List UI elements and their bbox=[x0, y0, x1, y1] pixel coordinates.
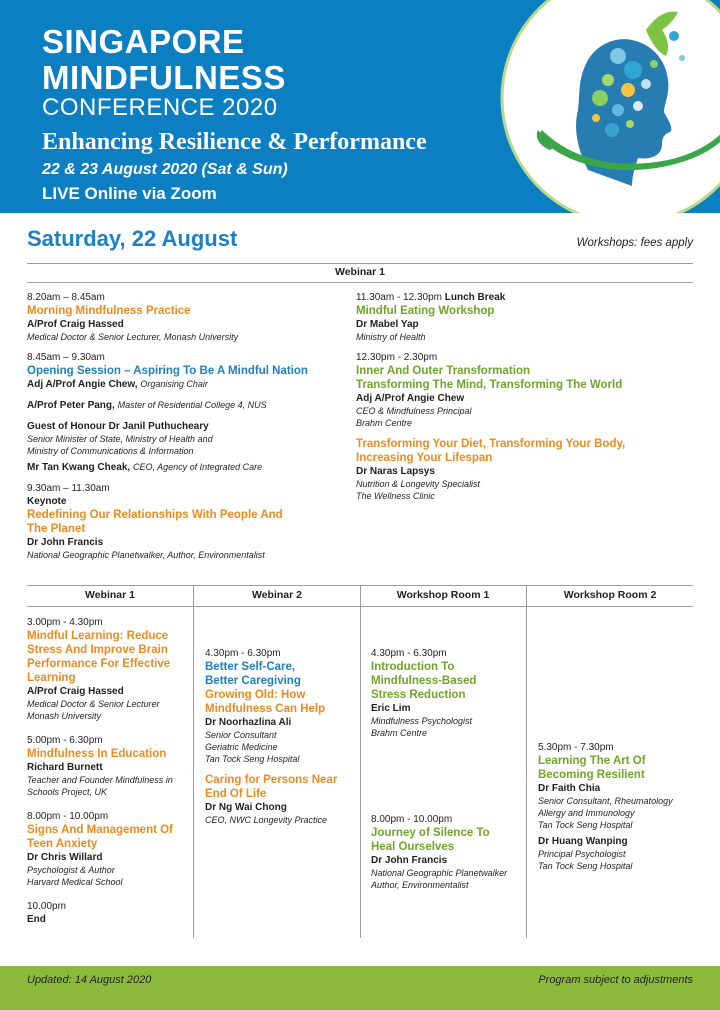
speaker-affiliation: Author, Environmentalist bbox=[371, 880, 469, 890]
speaker-name: Mr Tan Kwang Cheak, CEO, Agency of Integrated Care bbox=[27, 462, 263, 473]
day-title: Saturday, 22 August bbox=[27, 226, 238, 251]
session-title: Mindful Eating Workshop bbox=[356, 305, 495, 317]
session-title: The Planet bbox=[27, 523, 86, 535]
session-time: 4.30pm - 6.30pm bbox=[371, 648, 447, 659]
session-title: Better Self-Care, bbox=[205, 661, 296, 673]
speaker-name: A/Prof Peter Pang, Master of Residential College 4, NUS bbox=[27, 400, 267, 411]
session-title: Signs And Management Of bbox=[27, 824, 173, 836]
session-title: Caring for Persons Near bbox=[205, 774, 338, 786]
session-time: 5.30pm - 7.30pm bbox=[538, 742, 614, 753]
speaker-affiliation: Allergy and Immunology bbox=[538, 808, 635, 818]
speaker-name: A/Prof Craig Hassed bbox=[27, 319, 124, 330]
adjustments-note: Program subject to adjustments bbox=[538, 974, 693, 986]
speaker-affiliation: Tan Tock Seng Hospital bbox=[205, 754, 300, 764]
session-time: 8.20am – 8.45am bbox=[27, 292, 105, 303]
speaker-affiliation: Senior Consultant bbox=[205, 730, 277, 740]
session-title: Better Caregiving bbox=[205, 675, 301, 687]
session-time: 11.30am - 12.30pm Lunch Break bbox=[356, 292, 506, 303]
speaker-name: Eric Lim bbox=[371, 703, 411, 714]
header-banner bbox=[0, 0, 720, 213]
conference-logo bbox=[468, 0, 720, 213]
speaker-name: Dr John Francis bbox=[27, 537, 104, 548]
session-title: Learning The Art Of bbox=[538, 755, 646, 767]
column-header: Workshop Room 2 bbox=[563, 589, 657, 601]
speaker-name: Dr Huang Wanping bbox=[538, 836, 628, 847]
session-title: Mindful Learning: Reduce bbox=[27, 630, 169, 642]
session-time: 3.00pm - 4.30pm bbox=[27, 617, 103, 628]
session-time: 12.30pm - 2.30pm bbox=[356, 352, 438, 363]
conference-subtitle: Enhancing Resilience & Performance bbox=[42, 129, 427, 155]
divider bbox=[27, 263, 693, 264]
session-label: End bbox=[27, 914, 46, 925]
title-line-3: CONFERENCE 2020 bbox=[42, 94, 278, 121]
column-header: Workshop Room 1 bbox=[396, 589, 490, 601]
conference-dates: 22 & 23 August 2020 (Sat & Sun) bbox=[42, 161, 288, 178]
column-header: Webinar 1 bbox=[85, 589, 135, 601]
speaker-affiliation: Schools Project, UK bbox=[27, 787, 108, 797]
session-time: 8.00pm - 10.00pm bbox=[371, 814, 453, 825]
speaker-name: Dr John Francis bbox=[371, 855, 448, 866]
speaker-name: Adj A/Prof Angie Chew bbox=[356, 393, 465, 404]
workshop-room-1-evening bbox=[371, 813, 523, 891]
webinar-1-column bbox=[27, 616, 189, 926]
divider bbox=[27, 282, 693, 283]
fees-note: Workshops: fees apply bbox=[576, 237, 693, 249]
session-title: Opening Session – Aspiring To Be A Mindful Nation bbox=[27, 365, 308, 377]
speaker-name: Dr Ng Wai Chong bbox=[205, 802, 287, 813]
speaker-affiliation: Principal Psychologist bbox=[538, 849, 626, 859]
session-time: 8.00pm - 10.00pm bbox=[27, 811, 109, 822]
speaker-name: Dr Mabel Yap bbox=[356, 319, 419, 330]
session-time: 9.30am – 11.30am bbox=[27, 483, 110, 494]
speaker-affiliation: The Wellness Clinic bbox=[356, 491, 435, 501]
speaker-name: Dr Faith Chia bbox=[538, 783, 601, 794]
session-title: Becoming Resilient bbox=[538, 769, 645, 781]
footer-bar bbox=[0, 966, 720, 1010]
speaker-affiliation: CEO, NWC Longevity Practice bbox=[205, 815, 328, 825]
speaker-affiliation: Teacher and Founder Mindfulness in bbox=[27, 775, 173, 785]
logo-graphic bbox=[468, 0, 720, 213]
session-title: End Of Life bbox=[205, 788, 267, 800]
column-header: Webinar 2 bbox=[252, 589, 302, 601]
speaker-name: Dr Chris Willard bbox=[27, 852, 103, 863]
speaker-name: Dr Noorhazlina Ali bbox=[205, 717, 292, 728]
top-band-header: Webinar 1 bbox=[335, 266, 385, 278]
column-divider bbox=[526, 585, 527, 938]
speaker-affiliation: Senior Minister of State, Ministry of Health and bbox=[27, 434, 213, 444]
workshop-room-1-column bbox=[371, 647, 523, 739]
session-title: Inner And Outer Transformation bbox=[356, 365, 531, 377]
speaker-affiliation: Psychologist & Author bbox=[27, 865, 115, 875]
speaker-affiliation: Ministry of Health bbox=[356, 332, 426, 342]
session-title: Stress Reduction bbox=[371, 689, 466, 701]
session-title: Morning Mindfulness Practice bbox=[27, 305, 191, 317]
session-title: Redefining Our Relationships With People And bbox=[27, 509, 283, 521]
title-line-1: SINGAPORE bbox=[42, 23, 245, 60]
speaker-affiliation: Nutrition & Longevity Specialist bbox=[356, 479, 481, 489]
session-title: Increasing Your Lifespan bbox=[356, 452, 493, 464]
speaker-affiliation: CEO & Mindfulness Principal bbox=[356, 406, 472, 416]
speaker-affiliation: Senior Consultant, Rheumatology bbox=[538, 796, 673, 806]
guest-of-honour: Guest of Honour Dr Janil Puthucheary bbox=[27, 421, 209, 432]
session-label: Keynote bbox=[27, 496, 67, 507]
session-title: Transforming The Mind, Transforming The World bbox=[356, 379, 623, 391]
session-title: Teen Anxiety bbox=[27, 838, 98, 850]
speaker-name: Adj A/Prof Angie Chew, Organising Chair bbox=[27, 379, 208, 390]
webinar-2-column bbox=[205, 647, 357, 826]
speaker-affiliation: Harvard Medical School bbox=[27, 877, 123, 887]
session-title: Mindfulness Can Help bbox=[205, 703, 326, 715]
column-divider bbox=[360, 585, 361, 938]
session-title: Performance For Effective bbox=[27, 658, 171, 670]
speaker-affiliation: National Geographic Planetwalker bbox=[371, 868, 508, 878]
title-line-2: MINDFULNESS bbox=[42, 59, 286, 96]
conference-venue: LIVE Online via Zoom bbox=[42, 184, 217, 203]
speaker-affiliation: Brahm Centre bbox=[356, 418, 413, 428]
session-title: Introduction To bbox=[371, 661, 455, 673]
session-title: Mindfulness In Education bbox=[27, 748, 167, 760]
session-title: Transforming Your Diet, Transforming Your Body, bbox=[356, 438, 626, 450]
session-title: Journey of Silence To bbox=[371, 827, 490, 839]
speaker-affiliation: Tan Tock Seng Hospital bbox=[538, 820, 633, 830]
column-divider bbox=[193, 585, 194, 938]
session-time: 10.00pm bbox=[27, 901, 66, 912]
session-time: 5.00pm - 6.30pm bbox=[27, 735, 103, 746]
session-title: Heal Ourselves bbox=[371, 841, 455, 853]
speaker-affiliation: National Geographic Planetwalker, Author, Environmentalist bbox=[27, 550, 265, 560]
speaker-affiliation: Monash University bbox=[27, 711, 102, 721]
session-time: 4.30pm - 6.30pm bbox=[205, 648, 281, 659]
top-right-column bbox=[356, 291, 692, 502]
workshop-room-2-column bbox=[538, 741, 693, 872]
speaker-affiliation: Tan Tock Seng Hospital bbox=[538, 861, 633, 871]
top-left-column bbox=[27, 291, 347, 561]
speaker-affiliation: Medical Doctor & Senior Lecturer, Monash University bbox=[27, 332, 239, 342]
speaker-affiliation: Geriatric Medicine bbox=[205, 742, 278, 752]
speaker-name: Dr Naras Lapsys bbox=[356, 466, 435, 477]
session-title: Growing Old: How bbox=[205, 689, 306, 701]
session-time: 8.45am – 9.30am bbox=[27, 352, 105, 363]
speaker-affiliation: Mindfulness Psychologist bbox=[371, 716, 473, 726]
speaker-affiliation: Ministry of Communications & Information bbox=[27, 446, 194, 456]
speaker-affiliation: Brahm Centre bbox=[371, 728, 428, 738]
updated-note: Updated: 14 August 2020 bbox=[27, 974, 152, 986]
speaker-name: Richard Burnett bbox=[27, 762, 103, 773]
speaker-name: A/Prof Craig Hassed bbox=[27, 686, 124, 697]
session-title: Mindfulness-Based bbox=[371, 675, 477, 687]
speaker-affiliation: Medical Doctor & Senior Lecturer bbox=[27, 699, 160, 709]
session-title: Learning bbox=[27, 672, 76, 684]
session-title: Stress And Improve Brain bbox=[27, 644, 168, 656]
